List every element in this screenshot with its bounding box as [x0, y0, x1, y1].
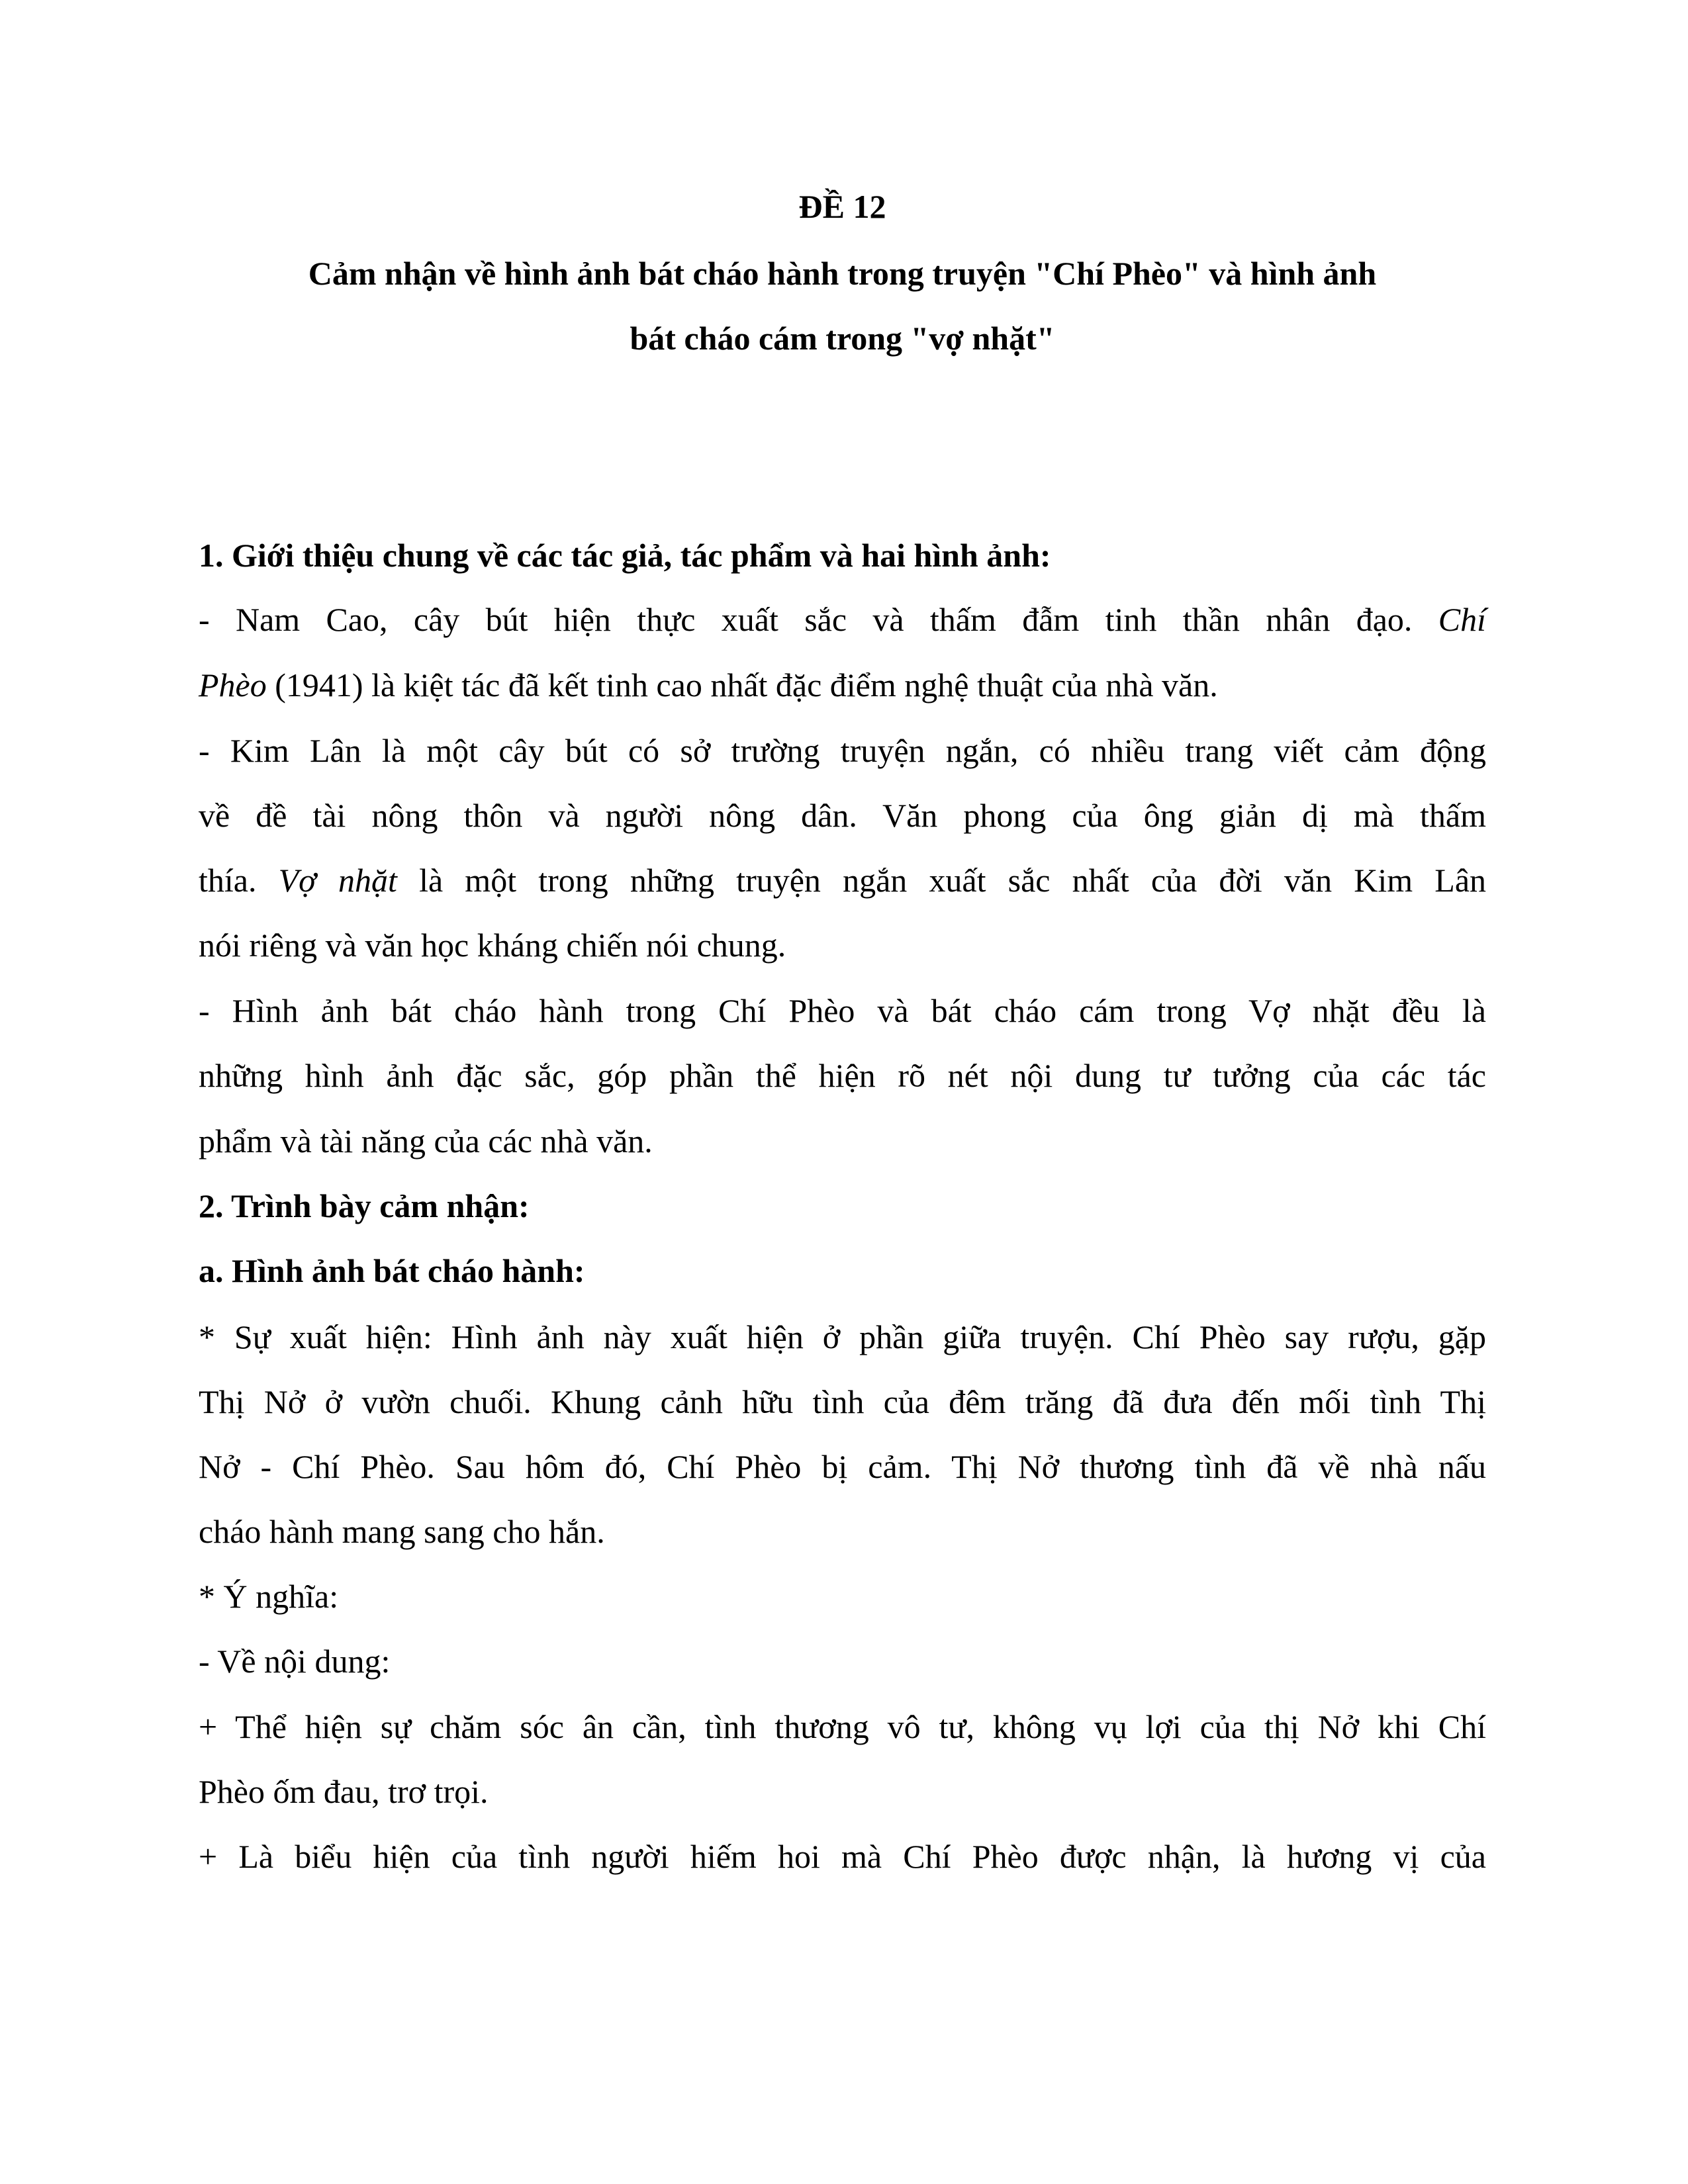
- appearance-line-4: cháo hành mang sang cho hắn.: [199, 1513, 605, 1550]
- paragraph-kim-lan-line-2: về đề tài nông thôn và người nông dân. Văn phong của ông giản dị mà thấm: [199, 797, 1486, 834]
- document-page: [199, 0, 1486, 2184]
- appearance-line-1: * Sự xuất hiện: Hình ảnh này xuất hiện ở phần giữa truyện. Chí Phèo say rượu, gặp: [199, 1318, 1486, 1355]
- paragraph-kim-lan-line-3: thía. Vợ nhặt là một trong những truyện ngắn xuất sắc nhất của đời văn Kim Lân: [199, 862, 1487, 899]
- paragraph-images-line-1: - Hình ảnh bát cháo hành trong Chí Phèo và bát cháo cám trong Vợ nhặt đều là: [199, 992, 1486, 1029]
- point-1-line-2: Phèo ốm đau, trơ trọi.: [199, 1773, 489, 1810]
- document-heading: ĐỀ 12: [798, 188, 886, 225]
- paragraph-kim-lan-line-1: - Kim Lân là một cây bút có sở trường truyện ngắn, có nhiều trang viết cảm động: [199, 732, 1486, 769]
- paragraph-kim-lan-line-4: nói riêng và văn học kháng chiến nói chung.: [199, 927, 786, 964]
- paragraph-images-line-2: những hình ảnh đặc sắc, góp phần thể hiện rõ nét nội dung tư tưởng của các tác: [199, 1057, 1486, 1094]
- meaning-label: * Ý nghĩa:: [199, 1578, 339, 1615]
- paragraph-nam-cao-line-1: - Nam Cao, cây bút hiện thực xuất sắc và thấm đẫm tinh thần nhân đạo. Chí: [199, 601, 1487, 638]
- work-title-chi-pheo: Chí: [1438, 601, 1487, 638]
- point-1-line-1: + Thể hiện sự chăm sóc ân cần, tình thương vô tư, không vụ lợi của thị Nở khi Chí: [199, 1708, 1486, 1745]
- appearance-line-2: Thị Nở ở vườn chuối. Khung cảnh hữu tình của đêm trăng đã đưa đến mối tình Thị: [199, 1383, 1486, 1420]
- section-2-heading: 2. Trình bày cảm nhận:: [199, 1187, 530, 1224]
- document-subtitle-line-2: bát cháo cám trong "vợ nhặt": [630, 320, 1055, 357]
- point-2-line-1: + Là biểu hiện của tình người hiếm hoi mà Chí Phèo được nhận, là hương vị của: [199, 1838, 1486, 1875]
- content-label: - Về nội dung:: [199, 1643, 391, 1680]
- paragraph-images-line-3: phẩm và tài năng của các nhà văn.: [199, 1122, 653, 1160]
- section-2a-heading: a. Hình ảnh bát cháo hành:: [199, 1252, 585, 1289]
- appearance-line-3: Nở - Chí Phèo. Sau hôm đó, Chí Phèo bị cảm. Thị Nở thương tình đã về nhà nấu: [199, 1448, 1486, 1485]
- document-subtitle-line-1: Cảm nhận về hình ảnh bát cháo hành trong truyện "Chí Phèo" và hình ảnh: [308, 255, 1377, 292]
- work-title-vo-nhat: Vợ nhặt: [278, 862, 397, 899]
- paragraph-nam-cao-line-2: Phèo (1941) là kiệt tác đã kết tinh cao nhất đặc điểm nghệ thuật của nhà văn.: [199, 666, 1218, 704]
- section-1-heading: 1. Giới thiệu chung về các tác giả, tác phẩm và hai hình ảnh:: [199, 537, 1051, 574]
